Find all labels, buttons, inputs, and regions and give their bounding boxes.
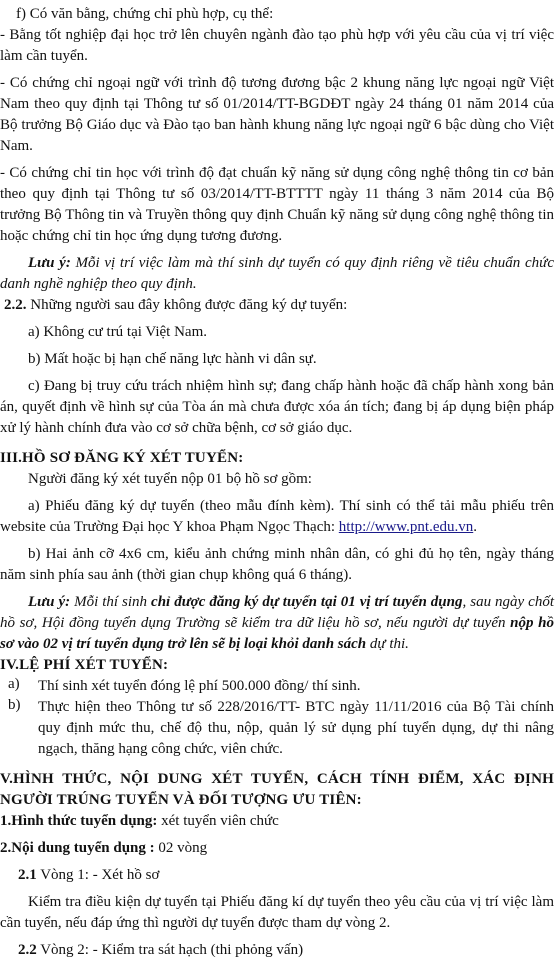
qualification-foreign-language: - Có chứng chỉ ngoại ngữ với trình độ tương đương bậc 2 khung năng lực ngoại ngữ Việt Nam theo quy định tại Thông tư số 01/2014/TT-BGDĐT ngày 24 tháng 01 năm 2014 của Bộ trưởng Bộ Giáo dục và Đào tạo ban hành khung năng lực ngoại ngữ 6 bậc dùng cho Việt Nam.: [0, 75, 554, 154]
fee-item-a: [0, 676, 560, 697]
round-1-body: Kiểm tra điều kiện dự tuyển tại Phiếu đăng kí dự tuyển theo yêu cầu của vị trí việc làm cần tuyển, nếu đáp ứng thì người dự tuyển được tham dự vòng 2.: [0, 894, 554, 931]
exclusion-a: a) Không cư trú tại Việt Nam.: [28, 324, 207, 340]
section-title: Những người sau đây không được đăng ký dự tuyển:: [26, 297, 348, 313]
note-text-5: dự thi.: [366, 636, 409, 652]
section-III-heading: III.HỒ SƠ ĐĂNG KÝ XÉT TUYỂN:: [0, 450, 244, 466]
section-V-heading: V.HÌNH THỨC, NỘI DUNG XÉT TUYỂN, CÁCH TÍNH ĐIỂM, XÁC ĐỊNH NGƯỜI TRÚNG TUYỂN VÀ ĐỐI TƯỢNG ƯU TIÊN:: [0, 771, 554, 808]
dossier-item-b: b) Hai ảnh cỡ 4x6 cm, kiểu ảnh chứng minh nhân dân, có ghi đủ họ tên, ngày tháng năm sinh phía sau ảnh (thời gian chụp không quá 6 tháng).: [0, 546, 554, 583]
recruitment-content-label: 2.Nội dung tuyển dụng :: [0, 840, 155, 856]
round-2-number: 2.2: [18, 942, 37, 958]
section-III-note: [0, 592, 560, 655]
exclusion-b: b) Mất hoặc bị hạn chế năng lực hành vi dân sự.: [28, 351, 317, 367]
section-f-note: [0, 253, 560, 295]
section-2-2-title: [0, 295, 560, 316]
round-2-text: Vòng 2: - Kiểm tra sát hạch (thi phỏng vấn): [36, 942, 304, 958]
recruitment-form-label: 1.Hình thức tuyển dụng:: [0, 813, 158, 829]
fee-item-text: Thực hiện theo Thông tư số 228/2016/TT- BTC ngày 11/11/2016 của Bộ Tài chính quy định mức thu, chế độ thu, nộp, quản lý sử dụng phí tuyển dụng, dự thi nâng ngạch, thăng hạng công chức, viên chức.: [38, 699, 554, 757]
website-link[interactable]: http://www.pnt.edu.vn: [338, 519, 474, 535]
note-text-4: nộp hồ sơ vào 02 vị trí tuyển dụng trở lên sẽ bị loại khỏi danh sách: [0, 615, 554, 652]
note-label: Lưu ý:: [28, 594, 71, 610]
note-text-3: , sau ngày chốt hồ sơ, Hội đồng tuyển dụng Trường sẽ kiểm tra dữ liệu hồ sơ, nếu người dự tuyển: [0, 594, 554, 631]
section-f-title: f) Có văn bằng, chứng chỉ phù hợp, cụ thể:: [16, 6, 274, 22]
note-text-2: chỉ được đăng ký dự tuyển tại 01 vị trí tuyển dụng: [151, 594, 463, 610]
dossier-item-a-text: a) Phiếu đăng ký dự tuyển (theo mẫu đính kèm). Thí sinh có thể tải mẫu phiếu trên website của Trường Đại học Y khoa Phạm Ngọc Thạch:: [0, 498, 554, 535]
section-IV-heading: IV.LỆ PHÍ XÉT TUYỂN:: [0, 657, 169, 673]
recruitment-form-value: xét tuyển viên chức: [157, 813, 279, 829]
note-text-1: Mỗi thí sinh: [70, 594, 152, 610]
section-number: 2.2.: [4, 297, 27, 313]
note-text: Mỗi vị trí việc làm mà thí sinh dự tuyển có quy định riêng về tiêu chuẩn chức danh nghề nghiệp theo quy định.: [0, 255, 554, 292]
fee-item-b: [0, 697, 560, 760]
dossier-item-a: [0, 496, 560, 538]
round-2-title: [0, 940, 560, 961]
recruitment-content: [0, 838, 560, 859]
round-1-title: [0, 865, 560, 886]
fee-item-text: Thí sinh xét tuyển đóng lệ phí 500.000 đồng/ thí sinh.: [38, 678, 361, 694]
dossier-item-a-end: .: [473, 519, 477, 535]
round-1-text: Vòng 1: - Xét hồ sơ: [36, 867, 160, 883]
qualification-degree: - Bằng tốt nghiệp đại học trở lên chuyên ngành đào tạo phù hợp với yêu cầu của vị trí việc làm cần tuyển.: [0, 27, 554, 64]
exclusion-c: c) Đang bị truy cứu trách nhiệm hình sự; đang chấp hành hoặc đã chấp hành xong bản án, quyết định về hình sự của Tòa án mà chưa được xóa án tích; đang bị áp dụng biện pháp xử lý hành chính đưa vào cơ sở chữa bệnh, cơ sở giáo dục.: [0, 378, 554, 436]
recruitment-form: [0, 811, 560, 832]
recruitment-content-value: 02 vòng: [154, 840, 208, 856]
fee-item-number: b): [8, 697, 21, 713]
round-1-number: 2.1: [18, 867, 37, 883]
qualification-it: - Có chứng chỉ tin học với trình độ đạt chuẩn kỹ năng sử dụng công nghệ thông tin cơ bản theo quy định tại Thông tư số 03/2014/TT-BTTTT ngày 11 tháng 3 năm 2014 của Bộ trưởng Bộ Thông tin và Truyền thông quy định Chuẩn kỹ năng sử dụng công nghệ thông tin hoặc chứng chỉ tin học ứng dụng tương đương.: [0, 165, 554, 244]
note-label: Lưu ý:: [28, 255, 71, 271]
fee-item-number: a): [8, 676, 20, 692]
section-III-intro: Người đăng ký xét tuyển nộp 01 bộ hồ sơ gồm:: [28, 471, 312, 487]
